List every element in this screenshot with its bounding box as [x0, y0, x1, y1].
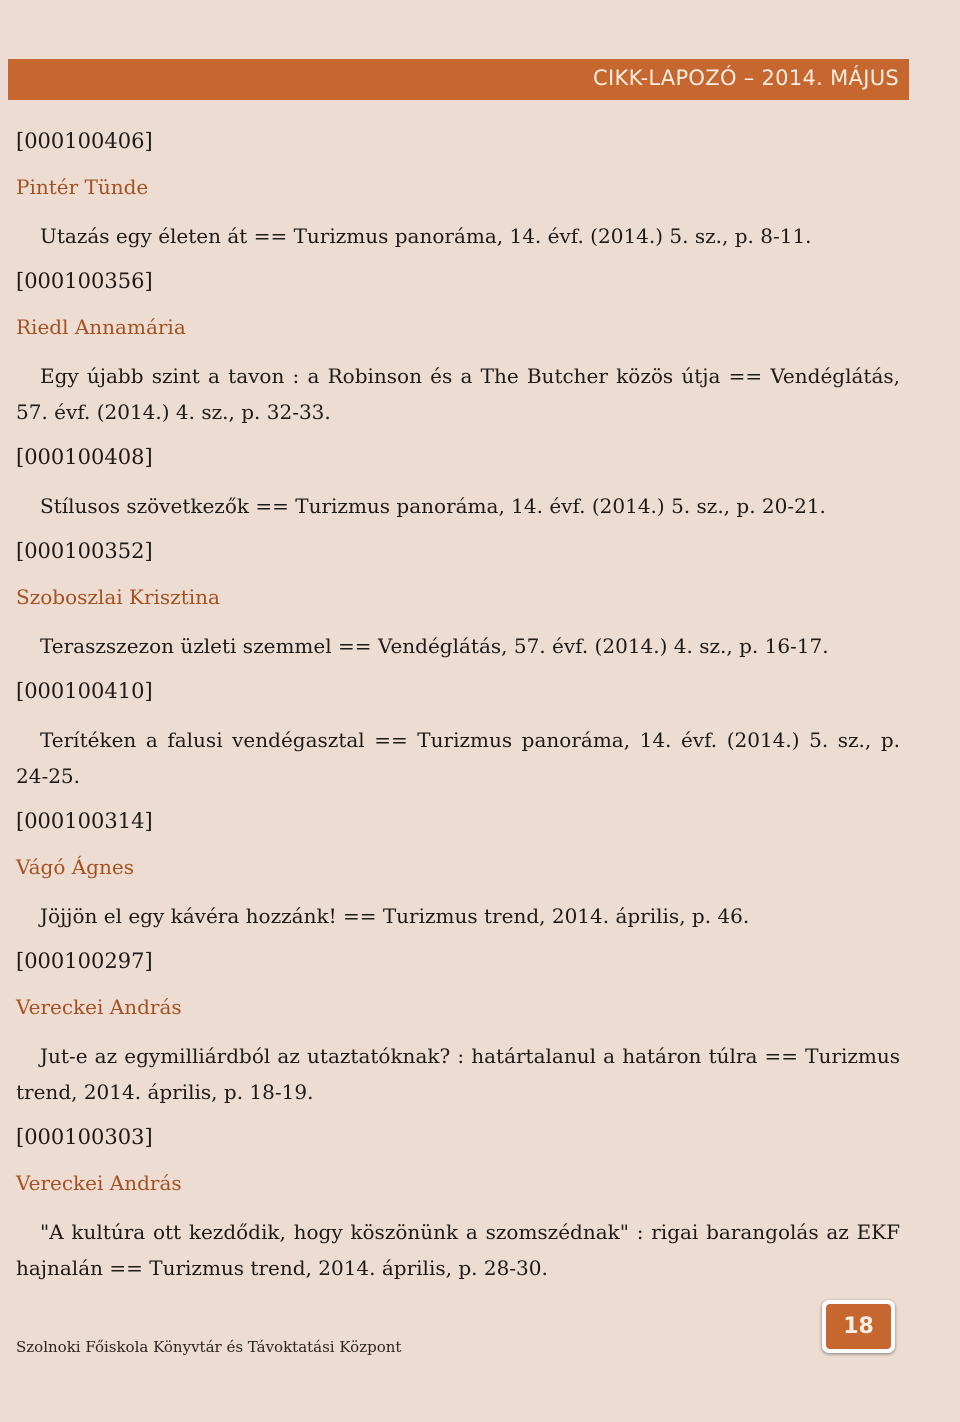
- bibliography-entry: [16, 1122, 900, 1286]
- bibliography-entry: [16, 946, 900, 1110]
- entry-id: [000100410]: [16, 679, 153, 703]
- page-number: 18: [826, 1304, 891, 1349]
- bibliography-entry: [16, 806, 900, 934]
- bibliography-entry: [16, 676, 900, 794]
- bibliography-entry: [16, 266, 900, 430]
- entry-id: [000100406]: [16, 129, 153, 153]
- entry-id: [000100314]: [16, 809, 153, 833]
- entry-id: [000100303]: [16, 1125, 153, 1149]
- bibliography-entry: [16, 536, 900, 664]
- entry-id: [000100408]: [16, 445, 153, 469]
- entry-id: [000100352]: [16, 539, 153, 563]
- entry-title: Jut-e az egymilliárdból az utaztatóknak? : határtalanul a határon túlra == Turizmus trend, 2014. április, p. 18-19.: [16, 1044, 900, 1104]
- bibliography-entry: [16, 442, 900, 524]
- bibliography-entry: [16, 126, 900, 254]
- header-bar: [8, 59, 909, 100]
- bibliography-list: [16, 126, 900, 1298]
- entry-id: [000100297]: [16, 949, 153, 973]
- entry-title: Egy újabb szint a tavon : a Robinson és a The Butcher közös útja == Vendéglátás, 57. évf. (2014.) 4. sz., p. 32-33.: [16, 364, 900, 424]
- entry-author: Riedl Annamária: [16, 315, 186, 339]
- header-title: CIKK-LAPOZÓ – 2014. MÁJUS: [593, 66, 899, 90]
- entry-title: Utazás egy életen át == Turizmus panoráma, 14. évf. (2014.) 5. sz., p. 8-11.: [40, 224, 812, 248]
- entry-author: Vereckei András: [16, 995, 182, 1019]
- entry-author: Szoboszlai Krisztina: [16, 585, 220, 609]
- entry-title: Terítéken a falusi vendégasztal == Turizmus panoráma, 14. évf. (2014.) 5. sz., p. 24-25.: [16, 728, 900, 788]
- entry-author: Pintér Tünde: [16, 175, 149, 199]
- entry-id: [000100356]: [16, 269, 153, 293]
- page-number-badge: [822, 1300, 895, 1353]
- footer-institution: Szolnoki Főiskola Könyvtár és Távoktatási Központ: [16, 1338, 402, 1356]
- entry-author: Vereckei András: [16, 1171, 182, 1195]
- entry-title: Jöjjön el egy kávéra hozzánk! == Turizmus trend, 2014. április, p. 46.: [40, 904, 750, 928]
- entry-title: Teraszszezon üzleti szemmel == Vendéglátás, 57. évf. (2014.) 4. sz., p. 16-17.: [40, 634, 829, 658]
- entry-title: Stílusos szövetkezők == Turizmus panoráma, 14. évf. (2014.) 5. sz., p. 20-21.: [40, 494, 826, 518]
- entry-title: "A kultúra ott kezdődik, hogy köszönünk a szomszédnak" : rigai barangolás az EKF hajnalán == Turizmus trend, 2014. április, p. 28-30.: [16, 1220, 900, 1280]
- entry-author: Vágó Ágnes: [16, 855, 134, 879]
